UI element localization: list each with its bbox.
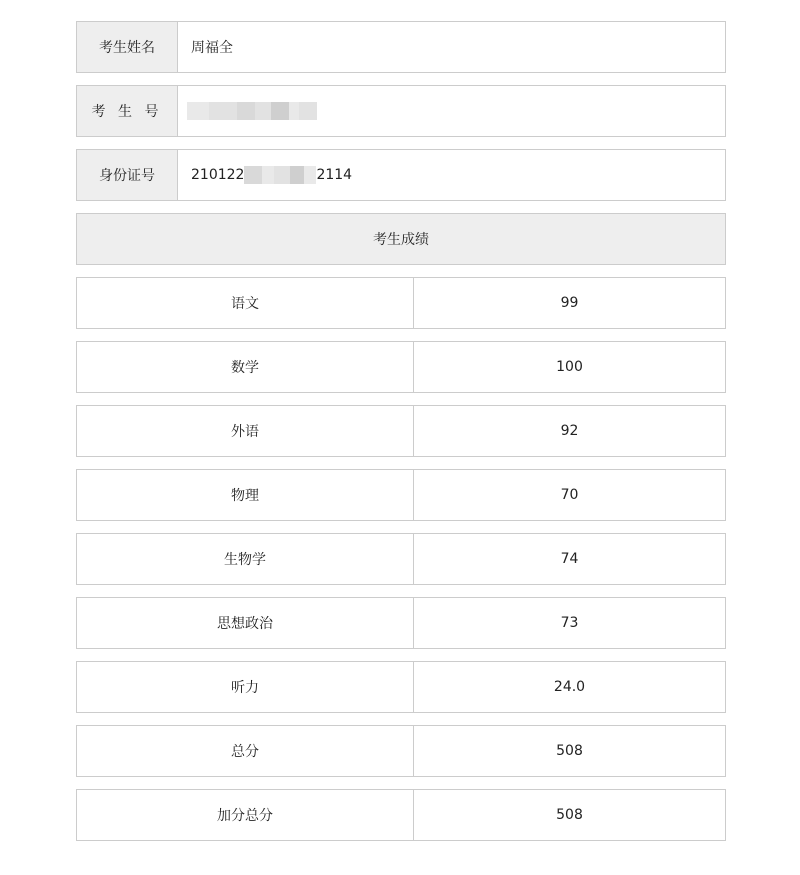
score-row	[76, 597, 726, 649]
subject-score: 73	[560, 615, 579, 631]
subject-name: 外语	[77, 406, 414, 456]
candidate-name-row	[76, 21, 726, 73]
redacted-number-blur	[187, 102, 317, 120]
subject-name: 总分	[77, 726, 414, 776]
subject-score: 24.0	[553, 679, 586, 695]
candidate-number-label: 考 生 号	[77, 86, 178, 136]
score-row	[76, 405, 726, 457]
candidate-name-value: 周福全	[191, 40, 233, 56]
id-number-label: 身份证号	[77, 150, 178, 200]
score-report	[76, 21, 726, 853]
subject-name: 思想政治	[77, 598, 414, 648]
subject-name: 物理	[77, 470, 414, 520]
id-number-prefix: 210122	[191, 167, 245, 183]
subject-name: 生物学	[77, 534, 414, 584]
candidate-name-label: 考生姓名	[77, 22, 178, 72]
scores-header: 考生成绩	[76, 213, 726, 265]
subject-score: 508	[556, 807, 583, 823]
score-row	[76, 661, 726, 713]
score-row	[76, 341, 726, 393]
subject-score: 92	[560, 423, 579, 439]
subject-name: 听力	[77, 662, 414, 712]
subject-name: 数学	[77, 342, 414, 392]
candidate-number-row	[76, 85, 726, 137]
candidate-number-value	[174, 86, 725, 136]
subject-score: 100	[556, 359, 583, 375]
id-number-suffix: 2114	[316, 167, 353, 183]
redacted-id-blur	[244, 166, 316, 184]
subject-score: 99	[560, 295, 579, 311]
subject-name: 语文	[77, 278, 414, 328]
score-row	[76, 469, 726, 521]
score-row	[76, 533, 726, 585]
score-row	[76, 725, 726, 777]
score-row	[76, 277, 726, 329]
id-number-value	[178, 150, 725, 200]
subject-score: 70	[560, 487, 579, 503]
subject-score: 508	[556, 743, 583, 759]
subject-name: 加分总分	[77, 790, 414, 840]
id-number-row	[76, 149, 726, 201]
score-row	[76, 789, 726, 841]
subject-score: 74	[560, 551, 579, 567]
